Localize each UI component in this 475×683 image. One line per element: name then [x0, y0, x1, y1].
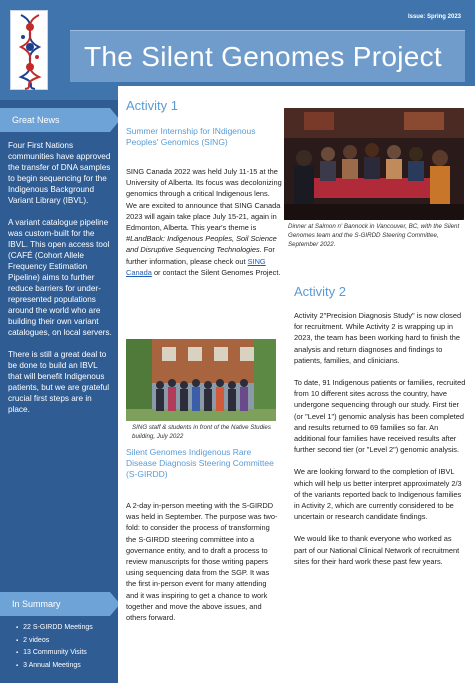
sing-photo-caption: SING staff & students in front of the Native Studies building, July 2022: [132, 424, 271, 440]
activity2-heading: Activity 2: [294, 284, 347, 299]
activity2-paragraph: Activity 2"Precision Diagnosis Study" is now closed for recruitment. While Activity 2 is wrapping up in 2023, the team has been working hard to finish the analysis and return diagnoses and findings to patients, families, and clinicians.: [294, 311, 462, 365]
sing-paragraph: SING Canada 2022 was held July 11-15 at the University of Alberta. Its focus was decolonizing genomics through a critical Indigenous lens. We are excited to announce that SING Canada 2023 will again take place July 15-21, again in Edmonton, Alberta. This year's theme is #LandBack: Indigenous Peoples, Soil Science and Disruptive Sequencing Technologies. For further information, please check out SING Canada or contact the Silent Genomes Project.: [126, 167, 282, 277]
summary-item: ▪ 22 S-GIRDD Meetings: [16, 622, 112, 635]
activity2-paragraph: To date, 91 Indigenous patients or families, recruited from 10 different sites across the country, have undergone sequencing through our study. First tier (or "Level 1") genomic analysis has been completed and results returned to 69 families so far. An additional four families have received results after further second tier (or "Level 2") genomic analysis.: [294, 378, 466, 455]
sidebar: [0, 100, 118, 683]
sgirdd-heading: Silent Genomes Indigenous Rare Disease Diagnosis Steering Committee (S-GIRDD): [126, 447, 274, 479]
sgirdd-paragraph: A 2-day in-person meeting with the S-GIRDD was held in September. The purpose was two-fold: to consider the process of transforming the S-GIRDD steering committee into a governance entity, and to draft a process to review manuscripts for those writing papers using sequencing data from the SGP. It was the first in-person event for many attending and it was inspiring to get a chance to work together and move the above issues, and others forward.: [126, 501, 278, 623]
news-paragraph: There is still a great deal to be done to build an IBVL that will benefit Indigenous patients, but we are grateful crucial first steps are in place.: [8, 350, 110, 414]
summary-item: ▪ 13 Community Visits: [16, 647, 112, 660]
activity2-paragraph: We are looking forward to the completion of IBVL which will help us better interpret approximately 2/3 of the variants reported back to Indigenous families in Activity 2, which are currently considered to be uncertain or research candidate findings.: [294, 467, 462, 522]
in-summary-tab: In Summary: [0, 592, 110, 616]
summary-item: ▪ 2 videos: [16, 635, 112, 648]
issue-label: Issue: Spring 2023: [407, 14, 461, 20]
page-title: The Silent Genomes Project: [84, 41, 442, 72]
project-logo: [10, 10, 48, 90]
summary-list: [16, 622, 112, 672]
news-paragraph: Four First Nations communities have approved the transfer of DNA samples to begin sequencing for the Indigenous Background Variant Library (IBVL).: [8, 141, 111, 205]
activity2-paragraph: We would like to thank everyone who worked as part of our National Clinical Network of recruitment sites for their hard work these past few years.: [294, 534, 460, 566]
sing-group-photo: [126, 339, 276, 421]
sing-canada-link[interactable]: SING Canada: [126, 256, 266, 277]
dinner-photo: [284, 108, 464, 220]
title-banner: [70, 30, 465, 82]
dinner-photo-caption: Dinner at Salmon n' Bannock in Vancouver, BC, with the Silent Genomes team and the S-GIRDD Steering Committee, September 2022.: [288, 223, 460, 248]
great-news-tab: Great News: [0, 108, 110, 132]
news-paragraph: A variant catalogue pipeline was custom-built for the IBVL. This open access tool (CAFÉ (Cohort Allele Frequency Estimation Pipeline) aims to further reduce barriers for under-represented populations around the world who are building their own variant catalogues, on local servers.: [8, 218, 112, 337]
summary-item: ▪ 3 Annual Meetings: [16, 660, 112, 673]
activity2-text: [294, 310, 466, 578]
dna-helix-logo-icon: [11, 11, 49, 91]
activity1-heading: Activity 1: [126, 98, 179, 113]
sing-heading: Summer Internship for INdigenous Peoples' Genomics (SING): [126, 126, 256, 147]
great-news-text: [8, 140, 112, 426]
